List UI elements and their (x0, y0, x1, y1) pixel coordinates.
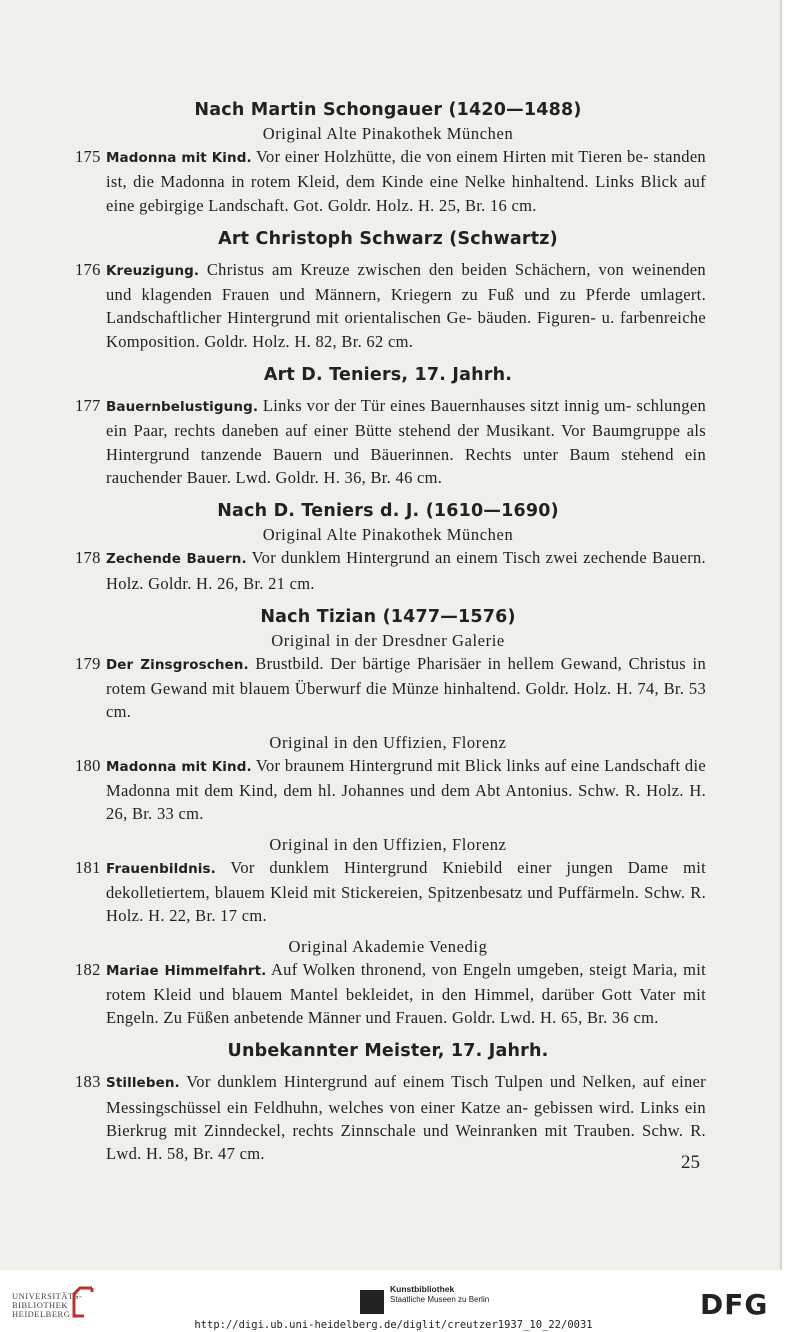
source-note: Original in den Uffizien, Florenz (269, 834, 507, 854)
entry-text: Brustbild. Der bärtige Pharisäer in hellem Gewand, (255, 653, 623, 673)
entry-text: weinenden und klagenden Frauen und Männern, Kriegern zu Fuß und zu (106, 259, 706, 305)
catalog-entry (70, 546, 706, 595)
section-heading: Art D. Teniers, 17. Jahrh. (263, 365, 513, 386)
entry-text: Goldr. Lwd. H. 65, Br. 36 cm. (452, 1008, 659, 1028)
entry-text: Vor Baumgruppe als Hintergrund tanzende Bauern und Bäuerinnen. Rechts (106, 421, 706, 464)
dfg-logo: DFG (700, 1288, 769, 1321)
catalog-entry (70, 754, 706, 826)
entry-text: Landschaft die Madonna mit dem Kind, dem hl. Johannes und dem Abt (106, 755, 706, 801)
source-note: Original Alte Pinakothek München (262, 124, 514, 143)
catalog-entry (70, 258, 706, 353)
section-heading: Nach Martin Schongauer (1420—1488) (194, 100, 582, 120)
kb-line1: Kunstbibliothek (390, 1284, 455, 1294)
entry-text: Maria, mit rotem Kleid und blauem Mantel bekleidet, in den Himmel, (106, 959, 706, 1004)
entry-title: Kreuzigung. (106, 262, 200, 279)
catalog-entry (70, 394, 706, 489)
library-line: BIBLIOTHEK (12, 1300, 68, 1310)
page-number: 25 (681, 1152, 700, 1173)
kunstbibliothek-logo-icon (360, 1290, 384, 1314)
kb-line2: Staatliche Museen zu Berlin (390, 1295, 490, 1304)
entry-text: bäuden. Figuren- u. farbenreiche Komposition. Goldr. Holz. H. 82, Br. 62 cm. (106, 308, 706, 351)
entry-title: Madonna mit Kind. (106, 150, 252, 166)
section-heading: Art Christoph Schwarz (Schwartz) (218, 228, 558, 249)
entry-text: Goldr. Holz. H. 74, Br. 53 cm. (106, 679, 706, 722)
entry-title: Frauenbildnis. (106, 860, 216, 877)
entry-title: Mariae Himmelfahrt. (106, 962, 267, 979)
source-note: Original in den Uffizien, Florenz (269, 732, 507, 752)
entry-text: Vor einer Holzhütte, die von einem Hirten mit Tieren be- (255, 147, 649, 166)
library-line: HEIDELBERG (12, 1309, 71, 1319)
entry-title: Zechende Bauern. (106, 551, 247, 568)
section-heading: Nach D. Teniers d. J. (1610—1690) (217, 501, 559, 522)
entry-text: Vor dunklem Hintergrund auf einem Tisch Tulpen und Nelken, (186, 1072, 637, 1092)
entry-number: 177 (75, 396, 101, 416)
entry-text: Schw. R. Holz. H. 22, Br. 17 cm. (106, 882, 706, 926)
entry-text: Christus in rotem Gewand mit blauem Überwurf die Münze hinhaltend. (106, 653, 706, 699)
entry-text: Auf Wolken thronend, von Engeln umgeben, steigt (270, 959, 627, 979)
source-url[interactable]: http://digi.ub.uni-heidelberg.de/diglit/creutzer1937_10_22/0031 (194, 1319, 593, 1331)
library-seal-icon (70, 1286, 98, 1318)
entry-number: 183 (75, 1072, 101, 1092)
source-note: Original in der Dresdner Galerie (271, 630, 505, 650)
entry-text: schlungen ein Paar, rechts daneben auf einer Bütte stehend der Musikant. (106, 396, 706, 441)
entry-title: Madonna mit Kind. (106, 758, 252, 775)
catalog-entry (70, 958, 706, 1030)
entry-text: Links Blick auf eine gebirgige Landschaft. Got. Goldr. Holz. H. 25, Br. 16 cm. (106, 172, 706, 215)
entry-number: 178 (75, 548, 101, 568)
entry-text: Vor dunklem Hintergrund Kniebild einer jungen Dame mit (230, 857, 706, 877)
entry-title: Stilleben. (106, 1075, 180, 1092)
entry-text: Pferde umlagert. Landschaftlicher Hintergrund mit orientalischen Ge- (106, 285, 706, 328)
catalog-entry (70, 652, 706, 724)
entry-text: Vor dunklem Hintergrund an einem Tisch zwei zechende (251, 548, 647, 568)
entry-text: dekolletiertem, blauem Kleid mit Stickereien, Spitzenbesatz und Puffärmeln. (106, 882, 640, 902)
entry-text: Christus am Kreuze zwischen den beiden Schächern, von (206, 259, 625, 279)
entry-number: 179 (75, 653, 101, 673)
entry-text: Links vor der Tür eines Bauernhauses sitzt innig um- (262, 396, 632, 416)
entry-number: 182 (75, 959, 101, 979)
library-line: UNIVERSITÄTS- (12, 1291, 83, 1301)
entry-text: auf einer Messingschüssel ein Feldhuhn, welches von einer Katze an- (106, 1072, 706, 1117)
entry-text: standen ist, die Madonna in rotem Kleid, dem Kinde eine Nelke hinhaltend. (106, 147, 706, 192)
entry-text: gebissen wird. Links ein Bierkrug mit Zinndeckel, rechts Zinnschale und (106, 1097, 706, 1141)
entry-number: 176 (75, 259, 101, 279)
entry-number: 181 (75, 857, 101, 877)
entry-number: 175 (75, 147, 101, 166)
digitization-footer (0, 1270, 787, 1332)
entry-text: Weinranken mit Trauben. Schw. R. Lwd. H. 58, Br. 47 cm. (106, 1121, 706, 1164)
entry-text: Vor braunem Hintergrund mit Blick links auf eine (255, 755, 600, 775)
entry-text: Antonius. Schw. R. Holz. H. 26, Br. 33 cm. (106, 781, 706, 824)
section-heading: Nach Tizian (1477—1576) (260, 606, 516, 627)
section-heading: Unbekannter Meister, 17. Jahrh. (227, 1041, 549, 1062)
catalog-entry (70, 856, 706, 928)
entry-title: Bauernbelustigung. (106, 399, 259, 416)
catalog-entry (70, 1070, 706, 1165)
entry-number: 180 (75, 755, 101, 775)
source-note: Original Akademie Venedig (288, 936, 488, 956)
entry-title: Der Zinsgroschen. (106, 656, 249, 673)
catalog-entry (70, 145, 706, 217)
entry-text: darüber Gott Vater mit Engeln. Zu Füßen anbetende Männer und Frauen. (106, 984, 706, 1028)
kunstbibliothek-label (390, 1284, 489, 1305)
source-note: Original Alte Pinakothek München (262, 525, 514, 545)
catalog-column (70, 98, 706, 1166)
entry-text: Bauern. Holz. Goldr. H. 26, Br. 21 cm. (106, 548, 706, 593)
entry-text: unter Baum stehend ein rauchender Bauer. Lwd. Goldr. H. 36, Br. 46 cm. (106, 444, 706, 487)
